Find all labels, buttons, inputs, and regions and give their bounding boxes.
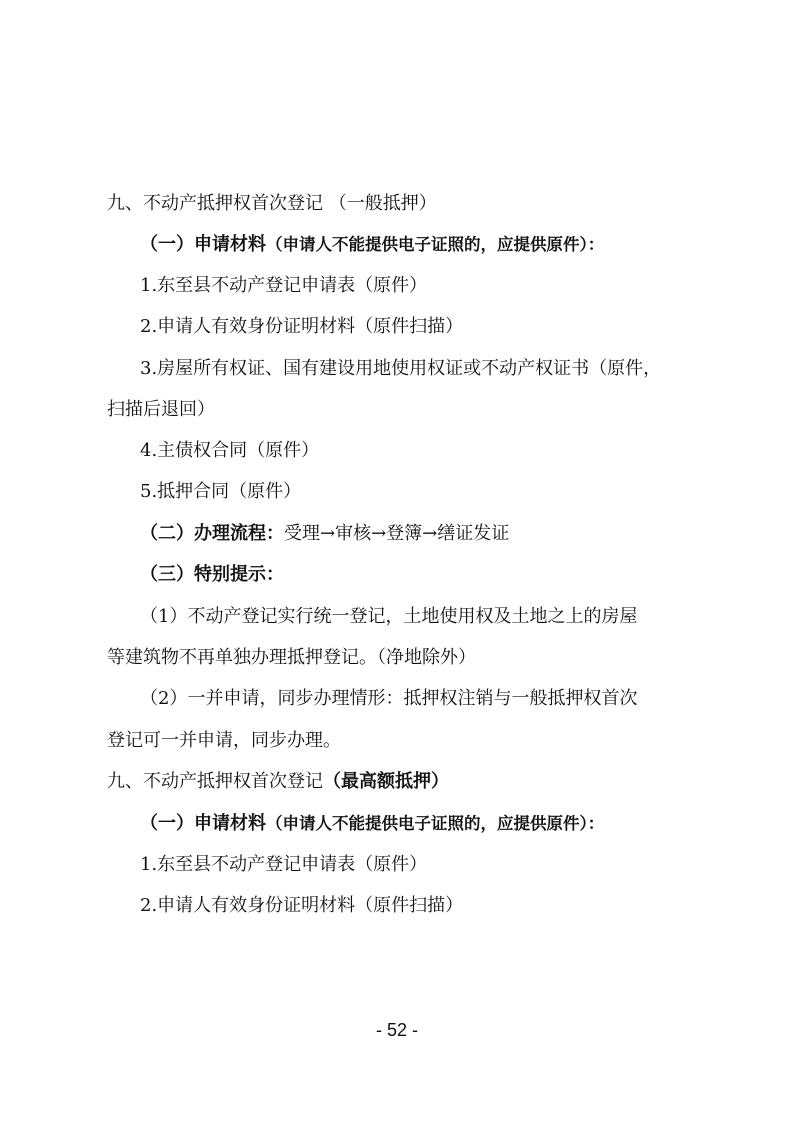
section1-process bbox=[140, 520, 509, 548]
section1-process-value: 受理→审核→登簿→缮证发证 bbox=[284, 523, 510, 544]
section1-tip-2: （2）一并申请，同步办理情形：抵押权注销与一般抵押权首次 bbox=[140, 688, 638, 709]
page-number: - 52 - bbox=[375, 1020, 418, 1040]
section2-materials-label: （一）申请材料 bbox=[140, 813, 266, 834]
section1-tip-2-continued: 登记可一并申请，同步办理。 bbox=[107, 730, 341, 751]
section1-item-4: 4.主债权合同（原件） bbox=[140, 440, 320, 461]
section1-tip-1: （1）不动产登记实行统一登记，土地使用权及土地之上的房屋 bbox=[140, 606, 638, 627]
section1-item-5: 5.抵押合同（原件） bbox=[140, 481, 302, 502]
section2-materials-note: （申请人不能提供电子证照的，应提供原件）： bbox=[266, 814, 605, 833]
section2-heading-prefix: 九、不动产抵押权首次登记 bbox=[107, 771, 323, 792]
section1-tips-title: （三）特别提示： bbox=[140, 564, 284, 585]
section1-process-label: （二）办理流程： bbox=[140, 523, 284, 544]
section1-tip-1-continued: 等建筑物不再单独办理抵押登记。（净地除外） bbox=[107, 647, 476, 668]
section2-heading-suffix: （最高额抵押） bbox=[323, 771, 449, 792]
section1-item-3-continued: 扫描后退回） bbox=[107, 399, 215, 420]
section1-heading: 九、不动产抵押权首次登记 （一般抵押） bbox=[107, 193, 437, 214]
section2-item-2: 2.申请人有效身份证明材料（原件扫描） bbox=[140, 895, 464, 916]
section2-heading bbox=[107, 768, 449, 796]
section1-item-2: 2.申请人有效身份证明材料（原件扫描） bbox=[140, 316, 464, 337]
section1-materials-label: （一）申请材料 bbox=[140, 234, 266, 255]
section2-item-1: 1.东至县不动产登记申请表（原件） bbox=[140, 854, 428, 875]
section1-materials-title bbox=[140, 231, 604, 259]
section1-item-1: 1.东至县不动产登记申请表（原件） bbox=[140, 275, 428, 296]
section1-materials-note: （申请人不能提供电子证照的，应提供原件）： bbox=[266, 235, 605, 254]
section2-materials-title bbox=[140, 810, 604, 838]
section1-item-3: 3.房屋所有权证、国有建设用地使用权证或不动产权证书（原件， bbox=[140, 358, 662, 379]
